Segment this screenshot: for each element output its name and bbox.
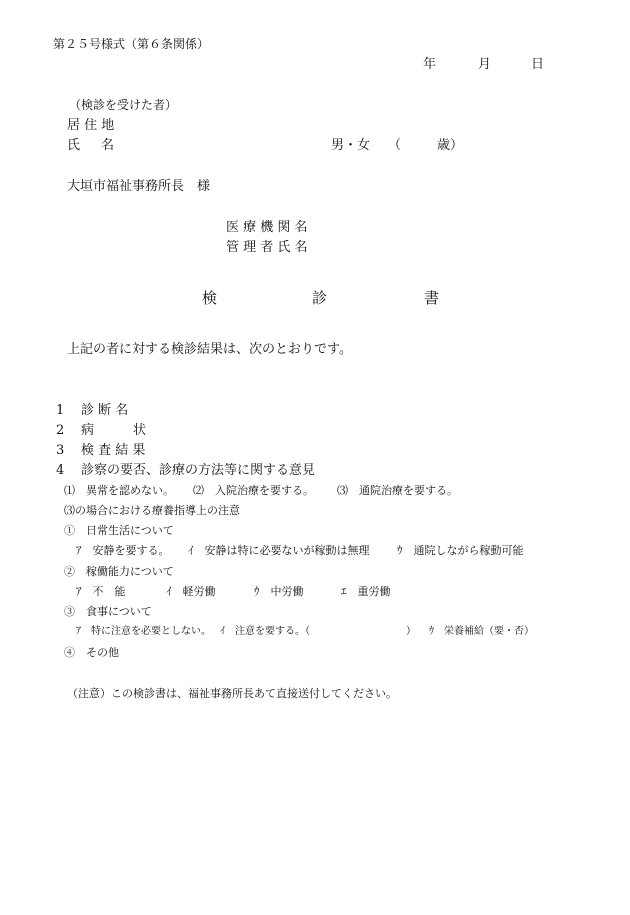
meal-option-b: ｲ 注意を要する。（ <box>220 626 310 637</box>
manager-name-label: 管 理 者 氏 名 <box>226 240 308 255</box>
daily-life-option-a: ｱ 安静を要する。 <box>76 544 170 557</box>
title-char-1: 検 <box>202 289 218 307</box>
daily-life-option-b: ｲ 安静は特に必要ないが稼動は無理 <box>188 544 370 557</box>
intro-text: 上記の者に対する検診結果は、次のとおりです。 <box>67 342 352 357</box>
date-day-label: 日 <box>531 57 545 72</box>
item-2-number: 2 <box>56 423 65 438</box>
institution-name-label: 医 療 機 関 名 <box>226 220 308 235</box>
daily-life-option-c: ｳ 通院しながら稼動可能 <box>397 544 524 557</box>
work-option-c: ｳ 中労働 <box>254 585 304 598</box>
work-option-a: ｱ 不 能 <box>76 585 126 598</box>
opinion-option-1: ⑴ 異常を認めない。 <box>64 484 174 497</box>
name-label-second: 名 <box>101 138 115 153</box>
item-4-number: 4 <box>56 463 65 478</box>
guidance-header: ⑶の場合における療養指導上の注意 <box>64 504 240 517</box>
opinion-option-3: ⑶ 通院治療を要する。 <box>337 484 458 497</box>
work-capacity-header: ② 稼働能力について <box>64 565 174 578</box>
age-close: 歳） <box>437 138 464 153</box>
item-3-number: 3 <box>56 443 65 458</box>
other-header: ④ その他 <box>64 646 119 659</box>
date-month-label: 月 <box>478 57 492 72</box>
meal-option-c: ｳ 栄養補給（要・否） <box>429 626 534 637</box>
work-option-d: ｴ 重労働 <box>341 585 391 598</box>
item-2-label: 病 状 <box>81 423 147 438</box>
age-open-paren: （ <box>388 138 402 153</box>
meal-option-b-close: ） <box>406 626 416 637</box>
item-1-label: 診 断 名 <box>81 403 129 418</box>
examinee-header: （検診を受けた者） <box>69 98 178 112</box>
address-label: 居 住 地 <box>67 118 115 133</box>
addressee: 大垣市福祉事務所長 様 <box>67 179 211 194</box>
daily-life-header: ① 日常生活について <box>64 524 174 537</box>
meal-header: ③ 食事について <box>64 605 152 618</box>
work-option-b: ｲ 軽労働 <box>166 585 216 598</box>
title-char-3: 書 <box>424 289 440 307</box>
title-char-2: 診 <box>312 289 328 307</box>
date-year-label: 年 <box>423 57 437 72</box>
form-number: 第２５号様式（第６条関係） <box>53 37 210 51</box>
meal-option-a: ｱ 特に注意を必要としない。 <box>76 626 211 637</box>
sex-selector: 男・女 <box>331 138 371 153</box>
name-label-first: 氏 <box>67 138 81 153</box>
item-4-label: 診察の要否、診療の方法等に関する意見 <box>81 463 316 478</box>
note-text: （注意）この検診書は、福祉事務所長あて直接送付してください。 <box>67 687 397 700</box>
opinion-option-2: ⑵ 入院治療を要する。 <box>193 484 314 497</box>
item-3-label: 検 査 結 果 <box>81 443 146 458</box>
item-1-number: 1 <box>56 403 65 418</box>
